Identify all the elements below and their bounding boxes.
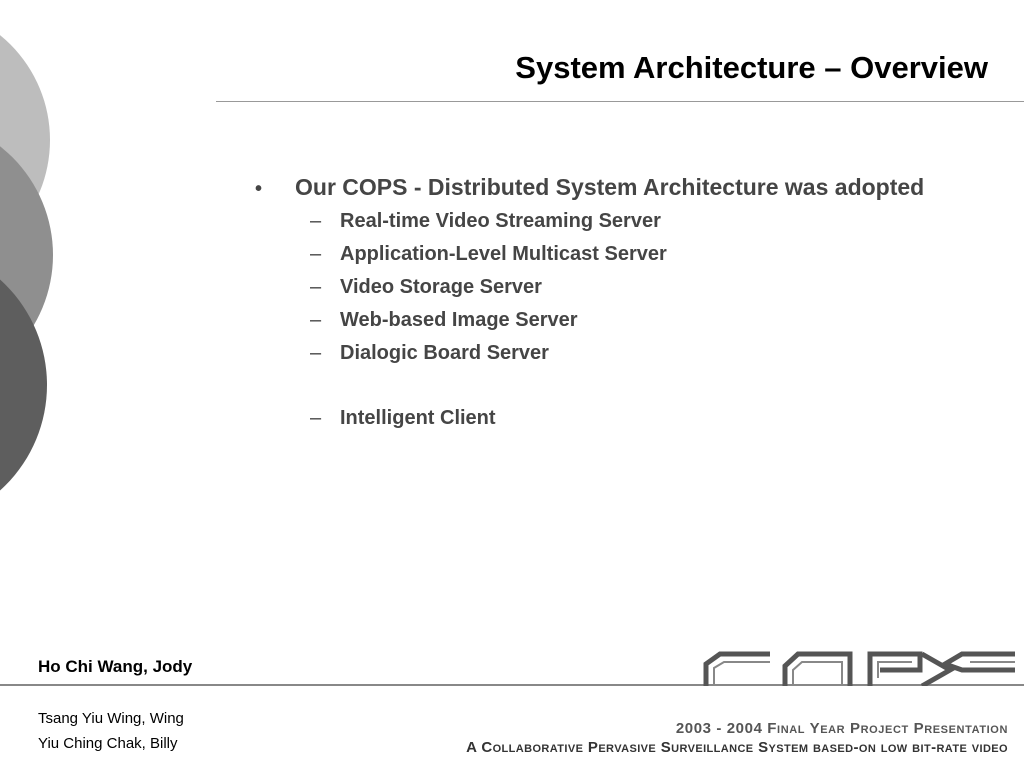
- sub-item: [310, 238, 1015, 271]
- sub-item-text: Application-Level Multicast Server: [340, 243, 667, 265]
- sub-item-text: Real-time Video Streaming Server: [340, 210, 661, 232]
- main-bullet-text: Our COPS - Distributed System Architecture was adopted: [295, 174, 925, 200]
- cops-logo: [700, 648, 1020, 686]
- dash-icon: –: [310, 210, 322, 232]
- author-tertiary: Yiu Ching Chak, Billy: [38, 735, 178, 752]
- sub-item-text: Web-based Image Server: [340, 309, 578, 331]
- sub-item-text: Intelligent Client: [340, 407, 496, 429]
- dash-icon: –: [310, 276, 322, 298]
- slide-content: [255, 174, 1015, 435]
- dash-icon: –: [310, 407, 322, 429]
- author-secondary: Tsang Yiu Wing, Wing: [38, 710, 184, 727]
- footer-presentation-line: 2003 - 2004 Final Year Project Presentation: [675, 720, 1008, 737]
- sub-item: [310, 337, 1015, 370]
- bullet-icon: •: [255, 178, 263, 200]
- sub-item-text: Dialogic Board Server: [340, 342, 549, 364]
- title-divider: [216, 101, 1024, 102]
- sub-item: [310, 205, 1015, 238]
- sub-item: [310, 304, 1015, 337]
- footer-project-line: A Collaborative Pervasive Surveillance System based-on low bit-rate video: [466, 739, 1008, 756]
- slide-title: System Architecture – Overview: [515, 50, 988, 85]
- dash-icon: –: [310, 342, 322, 364]
- sub-item: [310, 402, 1015, 435]
- author-primary: Ho Chi Wang, Jody: [38, 657, 193, 676]
- sub-bullet-list: [255, 205, 1015, 435]
- sub-item-text: Video Storage Server: [340, 276, 542, 298]
- main-bullet: [255, 174, 1015, 201]
- dash-icon: –: [310, 243, 322, 265]
- sub-item: [310, 271, 1015, 304]
- dash-icon: –: [310, 309, 322, 331]
- decorative-circles: [0, 0, 60, 540]
